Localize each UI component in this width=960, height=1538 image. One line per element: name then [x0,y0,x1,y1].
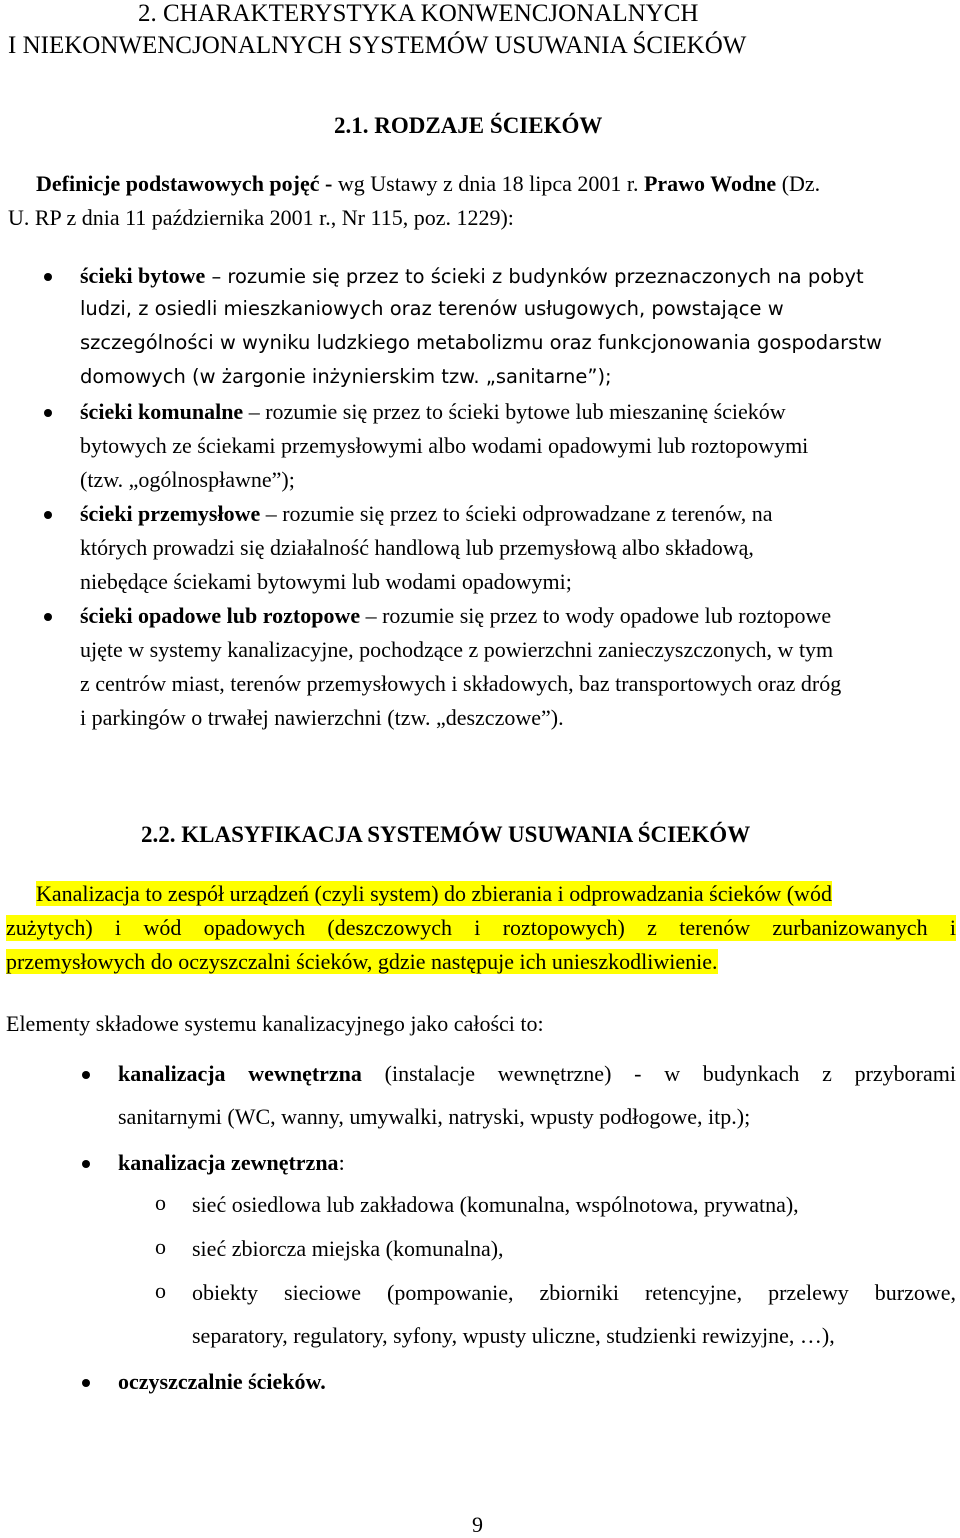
circle-bullet-icon: o [155,1190,166,1215]
intro-bold-2: Prawo Wodne [643,171,777,196]
term-internal: kanalizacja wewnętrzna [118,1061,362,1086]
term-komunalne: ścieki komunalne [80,399,244,424]
definition-bytowe-line1 [80,263,864,289]
definition-przemyslowe-line3: niebędące ściekami bytowymi lub wodami opadowymi; [80,569,572,594]
definition-text: – rozumie się przez to ścieki odprowadzane z terenów, na [260,501,773,526]
bullet-icon [44,613,52,621]
section-2-1-title: 2.1. RODZAJE ŚCIEKÓW [334,113,603,138]
highlighted-text: Kanalizacja to zespół urządzeń (czyli system) do zbierania i odprowadzania ścieków (wód [36,881,832,906]
definition-bytowe-line3: szczególności w wyniku ludzkiego metabolizmu oraz funkcjonowania gospodarstw [80,331,882,354]
highlight-line3 [6,949,718,975]
definitions-intro-line1 [36,171,820,197]
sub-item-osiedlowa: sieć osiedlowa lub zakładowa (komunalna, wspólnotowa, prywatna), [192,1192,799,1217]
definition-opadowe-line2: ujęte w systemy kanalizacyjne, pochodzące z powierzchni zanieczyszczonych, w tym [80,637,834,662]
intro-text-1: wg Ustawy z dnia 18 lipca 2001 r. [337,171,644,196]
circle-bullet-icon: o [155,1234,166,1259]
sub-item-obiekty-line2: separatory, regulatory, syfony, wpusty uliczne, studzienki rewizyjne, …), [192,1323,835,1348]
definition-komunalne-line1 [80,399,786,425]
intro-bold-1: Definicje podstawowych pojęć - [36,171,338,196]
circle-bullet-icon: o [155,1278,166,1303]
sub-item-zbiorcza: sieć zbiorcza miejska (komunalna), [192,1236,504,1261]
definition-komunalne-line3: (tzw. „ogólnospławne”); [80,467,295,492]
bullet-icon [82,1071,90,1079]
term-opadowe: ścieki opadowe lub roztopowe [80,603,361,628]
elements-intro: Elementy składowe systemu kanalizacyjnego jako całości to: [6,1011,544,1036]
definition-przemyslowe-line1 [80,501,773,527]
chapter-title-line2: I NIEKONWENCJONALNYCH SYSTEMÓW USUWANIA ŚCIEKÓW [8,32,747,59]
term-przemyslowe: ścieki przemysłowe [80,501,261,526]
internal-sewerage-line2: sanitarnymi (WC, wanny, umywalki, natryski, wpusty podłogowe, itp.); [118,1104,751,1129]
definition-opadowe-line1 [80,603,831,629]
page-number: 9 [472,1512,483,1537]
definition-komunalne-line2: bytowych ze ściekami przemysłowymi albo wodami opadowymi lub roztopowymi [80,433,809,458]
internal-text: (instalacje wewnętrzne) - w budynkach z przyborami [361,1061,956,1086]
definition-bytowe-line4: domowych (w żargonie inżynierskim tzw. „sanitarne”); [80,365,612,388]
highlighted-text: przemysłowych do oczyszczalni ścieków, gdzie następuje ich unieszkodliwienie. [6,949,718,974]
bullet-icon [44,273,52,281]
definition-opadowe-line4: i parkingów o trwałej nawierzchni (tzw. „deszczowe”). [80,705,564,730]
definition-przemyslowe-line2: których prowadzi się działalność handlową lub przemysłową albo składową, [80,535,754,560]
bullet-icon [82,1160,90,1168]
bullet-icon [44,511,52,519]
treatment-plants: oczyszczalnie ścieków. [118,1369,326,1394]
chapter-title-line1: 2. CHARAKTERYSTYKA KONWENCJONALNYCH [138,0,699,27]
colon: : [338,1150,345,1175]
definition-text: – rozumie się przez to ścieki bytowe lub mieszaninę ścieków [243,399,786,424]
highlight-line2 [6,915,956,941]
sub-item-text: obiekty sieciowe (pompowanie, zbiorniki retencyjne, przelewy burzowe, [192,1280,956,1305]
highlighted-text: zużytych) i wód opadowych (deszczowych i roztopowych) z terenów zurbanizowanych i [6,915,956,940]
internal-sewerage-line1 [118,1061,956,1087]
term-bytowe: ścieki bytowe [80,263,206,288]
intro-text-2: (Dz. [776,171,821,196]
definition-text: – rozumie się przez to wody opadowe lub roztopowe [360,603,832,628]
term-external: kanalizacja zewnętrzna [118,1150,339,1175]
sub-item-obiekty-line1 [192,1280,956,1306]
definition-opadowe-line3: z centrów miast, terenów przemysłowych i składowych, baz transportowych oraz dróg [80,671,842,696]
definition-bytowe-line2: ludzi, z osiedli mieszkaniowych oraz terenów usługowych, powstające w [80,297,784,320]
bullet-icon [82,1379,90,1387]
highlight-line1 [36,881,832,907]
section-2-2-title: 2.2. KLASYFIKACJA SYSTEMÓW USUWANIA ŚCIEKÓW [141,822,751,847]
definition-text: – rozumie się przez to ścieki z budynków przeznaczonych na pobyt [205,265,864,288]
definitions-intro-line2: U. RP z dnia 11 października 2001 r., Nr 115, poz. 1229): [8,205,514,230]
bullet-icon [44,409,52,417]
external-sewerage [118,1150,345,1176]
